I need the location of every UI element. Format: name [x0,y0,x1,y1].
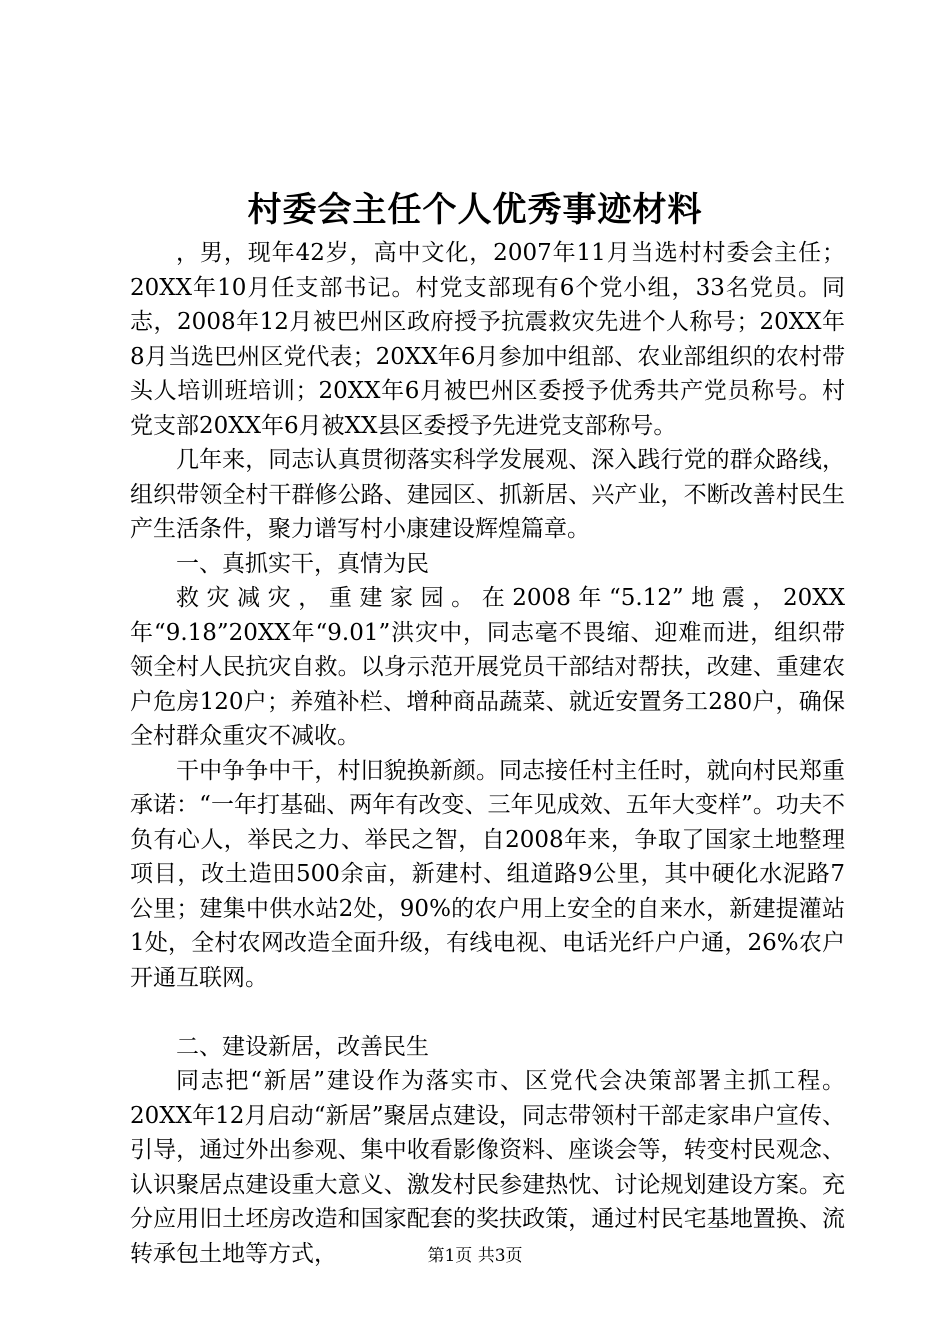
paragraph-village-change: 干中争争中干，村旧貌换新颜。同志接任村主任时，就向村民郑重承诺：“一年打基础、两年有改变、三年见成效、五年大变样”。功夫不负有心人，举民之力、举民之智，自2008年来，争取了国家土地整理项目，改土造田500余亩，新建村、组道路9公里，其中硬化水泥路7公里；建集中供水站2处，90%的农户用上安全的自来水，新建提灌站1处，全村农网改造全面升级，有线电视、电话光纤户户通，26%农户开通互联网。 [130,757,845,991]
paragraph-intro: ，男，现年42岁，高中文化，2007年11月当选村村委会主任；20XX年10月任支部书记。村党支部现有6个党小组，33名党员。同志，2008年12月被巴州区政府授予抗震救灾先进个人称号；20XX年8月当选巴州区党代表；20XX年6月参加中组部、农业部组织的农村带头人培训班培训；20XX年6月被巴州区委授予优秀共产党员称号。村党支部20XX年6月被XX县区委授予先进党支部称号。 [130,240,845,439]
section-heading-1: 一、真抓实干，真情为民 [176,550,429,577]
page-footer: 第1页 共3页 [427,1246,523,1266]
document-title: 村委会主任个人优秀事迹材料 [247,190,703,230]
paragraph-new-housing: 同志把“新居”建设作为落实市、区党代会决策部署主抓工程。20XX年12月启动“新居”聚居点建设，同志带领村干部走家串户宣传、引导，通过外出参观、集中收看影像资料、座谈会等，转变村民观念、认识聚居点建设重大意义、激发村民参建热忱、讨论规划建设方案。充分应用旧土坯房改造和国家配套的奖扶政策，通过村民宅基地置换、流转承包土地等方式， [130,1068,845,1267]
blank-line [130,995,845,1030]
paragraph-summary: 几年来，同志认真贯彻落实科学发展观、深入践行党的群众路线，组织带领全村干群修公路、建园区、抓新居、兴产业，不断改善村民生产生活条件，聚力谱写村小康建设辉煌篇章。 [130,447,845,542]
section-heading-2: 二、建设新居，改善民生 [176,1033,429,1060]
paragraph-disaster-relief: 救灾减灾，重建家园。在2008年“5.12”地震，20XX年“9.18”20XX年“9.01”洪灾中，同志毫不畏缩、迎难而进，组织带领全村人民抗灾自救。以身示范开展党员干部结对帮扶，改建、重建农户危房120户；养殖补栏、增种商品蔬菜、就近安置务工280户，确保全村群众重灾不减收。 [130,585,845,749]
document-body [130,236,845,1271]
